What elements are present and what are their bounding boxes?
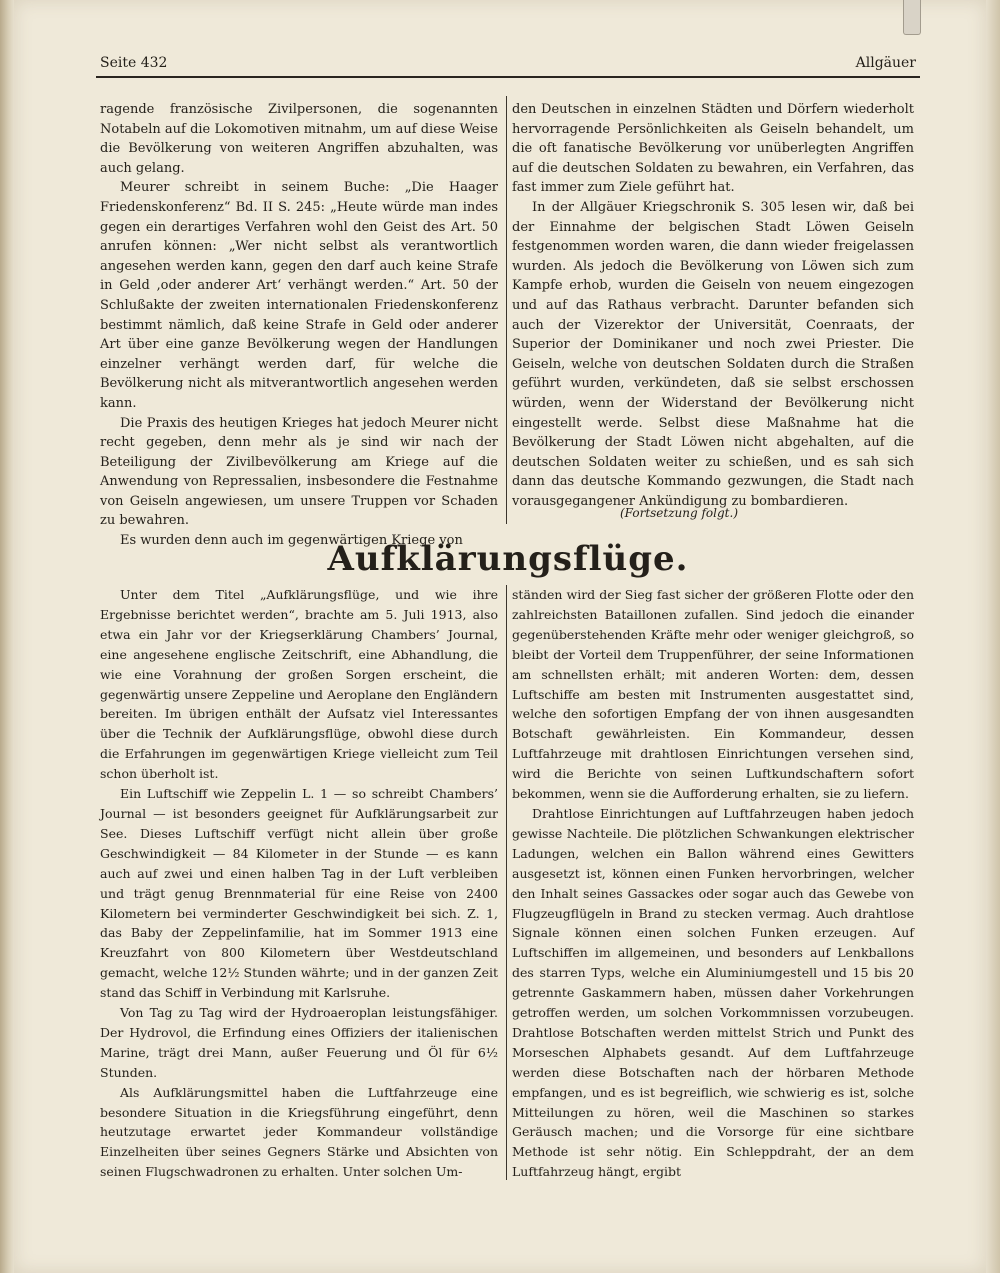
article-right-column	[512, 585, 914, 1182]
paragraph: Die Praxis des heutigen Krieges hat jedoch Meurer nicht recht gegeben, denn mehr als je sind wir nach der Beteiligung der Zivilbevölkerung am Kriege auf die Anwendung von Repressalien, insbesondere die Festnahme von Geiseln angewiesen, um unsere Truppen vor Schaden zu bewahren.	[100, 415, 498, 529]
article-title: Aufklärungsflüge.	[327, 539, 689, 579]
running-title: Allgäuer	[855, 55, 916, 71]
header-rule	[96, 76, 920, 78]
paragraph: Unter dem Titel „Aufklärungsflüge, und wie ihre Ergebnisse berichtet werden“, brachte am 5. Juli 1913, also etwa ein Jahr vor der Kriegserklärung Chambers’ Journal, eine angesehene englische Zeitschrift, eine Abhandlung, die wie eine Vorahnung der großen Sorgen erscheint, die gegenwärtig unsere Zeppeline und Aeroplane den Engländern bereiten. Im übrigen enthält der Aufsatz viel Interessantes über die Technik der Aufklärungsflüge, obwohl diese durch die Erfahrungen im gegenwärtigen Kriege vielleicht zum Teil schon überholt ist.	[100, 587, 498, 782]
paragraph: Drahtlose Einrichtungen auf Luftfahrzeugen haben jedoch gewisse Nachteile. Die plötzlichen Schwankungen elektrischer Ladungen, welchen ein Ballon während eines Gewitters ausgesetzt ist, können einen Funken hervorbringen, welcher den Inhalt seines Gassackes oder sogar auch das Gewebe von Flugzeugflügeln in Brand zu stecken vermag. Auch drahtlose Signale können einen solchen Funken erzeugen. Auf Luftschiffen im allgemeinen, und besonders auf Lenkballons des starren Typs, welche ein Aluminiumgestell und 15 bis 20 getrennte Gaskammern haben, müssen daher Vorkehrungen getroffen werden, um solchen Vorkommnissen vorzubeugen. Drahtlose Botschaften werden mittelst Strich und Punkt des Morseschen Alphabets gesandt. Auf dem Luftfahrzeuge werden diese Botschaften nach der hörbaren Methode empfangen, und es ist begreiflich, wie schwierig es ist, solche Mitteilungen zu hören, weil die Maschinen so starkes Geräusch machen; und die Vorsorge für eine sichtbare Methode ist sehr nötig. Ein Schleppdraht, der an dem Luftfahrzeug hängt, ergibt	[512, 805, 914, 1180]
paragraph: Es wurden denn auch im gegenwärtigen Kriege von	[120, 533, 463, 549]
paragraph: Als Aufklärungsmittel haben die Luftfahrzeuge eine besondere Situation in die Kriegsführung eingeführt, denn heutzutage erwartet jeder Kommandeur vollständige Einzelheiten über seines Gegners Stärke und Absichten von seinen Flugschwadronen zu erhalten. Unter solchen Um-	[100, 1084, 498, 1180]
page-binding	[0, 0, 14, 1273]
page-number: Seite 432	[100, 55, 168, 71]
paragraph: Meurer schreibt in seinem Buche: „Die Haager Friedenskonferenz“ Bd. II S. 245: „Heute würde man indes gegen ein derartiges Verfahren wohl den Geist des Art. 50 anrufen können: „Wer nicht selbst als verantwortlich angesehen werden kann, gegen den darf auch keine Strafe in Geld ‚oder anderer Art‘ verhängt werden.“ Art. 50 der Schlußakte der zweiten internationalen Friedenskonferenz bestimmt nämlich, daß keine Strafe in Geld oder anderer Art über eine ganze Bevölkerung wegen der Handlungen einzelner verhängt werden darf, für welche die Bevölkerung nicht als mitverantwortlich angesehen werden kann.	[100, 180, 498, 411]
article-left-column	[100, 585, 498, 1182]
page-edge	[986, 0, 1000, 1273]
paragraph: In der Allgäuer Kriegschronik S. 305 lesen wir, daß bei der Einnahme der belgischen Stadt Löwen Geiseln festgenommen worden waren, die dann wieder freigelassen wurden. Als jedoch die Bevölkerung von Löwen sich zum Kampfe erhob, wurden die Geiseln von neuem eingezogen und auf das Rathaus verbracht. Darunter befanden sich auch der Vizerektor der Universität, Coenraats, der Superior der Dominikaner und noch zwei Priester. Die Geiseln, welche von deutschen Soldaten durch die Straßen geführt wurden, verkündeten, daß sie selbst erschossen würden, wenn der Widerstand der Bevölkerung nicht eingestellt werde. Selbst diese Maßnahme hat die Bevölkerung der Stadt Löwen nicht abgehalten, auf die deutschen Soldaten weiter zu schießen, und es sah sich dann das deutsche Kommando gezwungen, die Stadt nach vorausgegangener Ankündigung zu bombardieren.	[512, 199, 914, 509]
paragraph: ständen wird der Sieg fast sicher der größeren Flotte oder den zahlreichsten Bataillonen zufallen. Sind jedoch die einander gegenüberstehenden Kräfte mehr oder weniger gleichgroß, so bleibt der Vorteil dem Truppenführer, der seine Informationen am schnellsten erhält; mit anderen Worten: dem, dessen Luftschiffe am besten mit Instrumenten ausgestattet sind, welche den sofortigen Empfang der von ihnen ausgesandten Botschaft gewährleisten. Ein Kommandeur, dessen Luftfahrzeuge mit drahtlosen Einrichtungen versehen sind, wird die Berichte von seinen Luftkundschaftern sofort bekommen, wenn sie die Aufforderung erhalten, sie zu liefern.	[512, 587, 914, 802]
upper-right-column	[512, 100, 914, 511]
upper-left-column	[100, 100, 498, 551]
column-divider	[506, 585, 507, 1180]
paragraph: ragende französische Zivilpersonen, die sogenannten Notabeln auf die Lokomotiven mitnahm, um auf diese Weise die Bevölkerung von weiteren Angriffen abzuhalten, was auch gelang.	[100, 102, 498, 176]
paragraph: Von Tag zu Tag wird der Hydroaeroplan leistungsfähiger. Der Hydrovol, die Erfindung eines Offiziers der italienischen Marine, trägt drei Mann, außer Feuerung und Öl für 6½ Stunden.	[100, 1005, 498, 1080]
paragraph: den Deutschen in einzelnen Städten und Dörfern wiederholt hervorragende Persönlichkeiten als Geiseln behandelt, um die oft fanatische Bevölkerung vor unüberlegten Angriffen auf die deutschen Soldaten zu bewahren, ein Verfahren, das fast immer zum Ziele geführt hat.	[512, 102, 914, 196]
binder-clip	[903, 0, 921, 35]
column-divider	[506, 96, 507, 524]
continuation-note: (Fortsetzung folgt.)	[620, 506, 738, 520]
paragraph: Ein Luftschiff wie Zeppelin L. 1 — so schreibt Chambers’ Journal — ist besonders geeignet für Aufklärungsarbeit zur See. Dieses Luftschiff verfügt nicht allein über große Geschwindigkeit — 84 Kilometer in der Stunde — es kann auch auf zwei und einen halben Tag in der Luft verbleiben und trägt genug Brennmaterial für eine Reise von 2400 Kilometern bei verminderter Geschwindigkeit bei sich. Z. 1, das Baby der Zeppelinfamilie, hat im Sommer 1913 eine Kreuzfahrt von 800 Kilometern über Westdeutschland gemacht, welche 12½ Stunden währte; und in der ganzen Zeit stand das Schiff in Verbindung mit Karlsruhe.	[100, 786, 498, 1001]
